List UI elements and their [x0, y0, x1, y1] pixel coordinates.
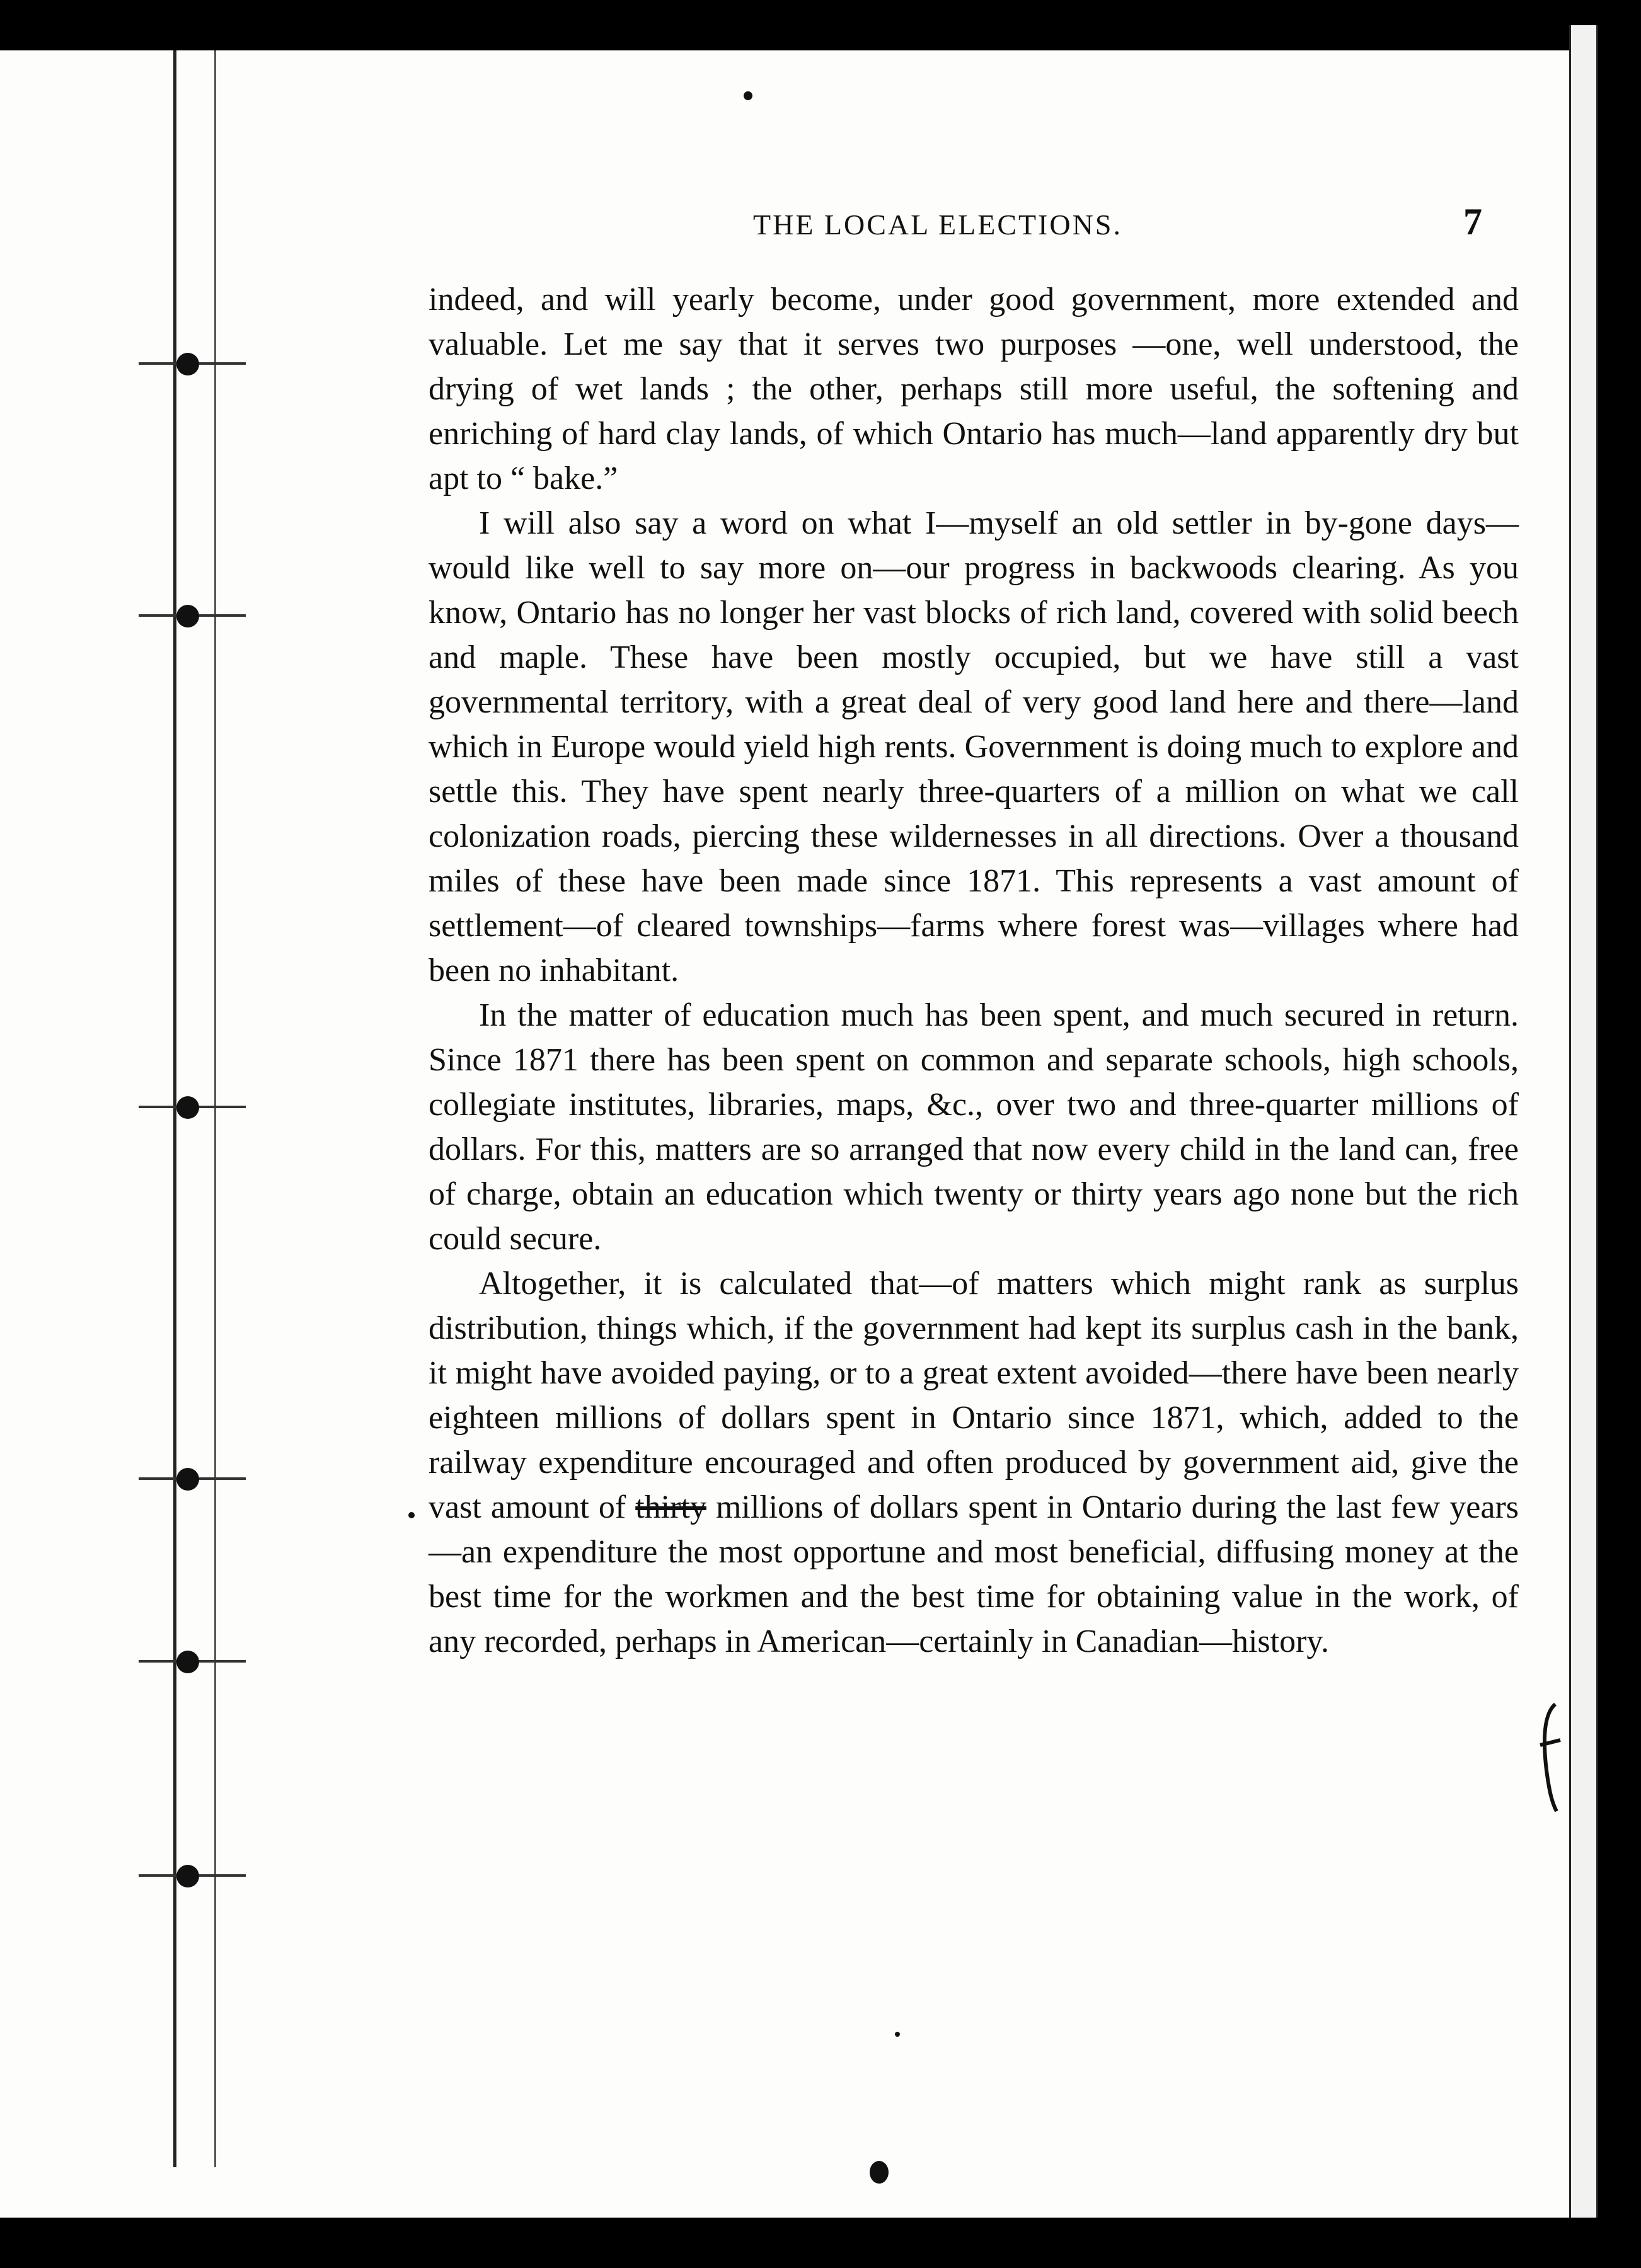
page-number: 7: [1463, 201, 1482, 243]
handwritten-margin-mark: [1538, 1701, 1563, 1814]
binding-stitch: [139, 1651, 246, 1673]
struck-word: thirty: [635, 1489, 706, 1525]
scan-border: [0, 2218, 1601, 2268]
ink-speck: [870, 2161, 889, 2184]
paragraph-text: Altogether, it is calculated that—of matters which might rank as surplus distribution, things which, if the government had kept its surplus cash in the bank, it might have avoided paying, or to a great extent avoided—there have been nearly eighteen millions of dollars spent in Ontario since 1871, which, added to the railway expenditure encouraged and often produced by government aid, give the vast amount of: [429, 1266, 1519, 1525]
binding-stitch: [139, 1468, 246, 1491]
paragraph: [429, 1261, 1519, 1664]
binding-stitch: [139, 353, 246, 375]
paragraph: I will also say a word on what I—myself an old settler in by-gone days—would like well to say more on—our progress in backwoods clearing. As you know, Ontario has no longer her vast blocks of rich land, covered with solid beech and maple. These have been mostly occupied, but we have still a vast governmental territory, with a great deal of very good land here and there—land which in Europe would yield high rents. Government is doing much to explore and settle this. They have spent nearly three-quarters of a million on what we call colonization roads, piercing these wildernesses in all directions. Over a thousand miles of these have been made since 1871. This represents a vast amount of settlement—of cleared townships—farms where forest was—villages where had been no inhabitant.: [429, 505, 1519, 988]
running-title: THE LOCAL ELECTIONS.: [753, 209, 1122, 241]
paragraph: indeed, and will yearly become, under good government, more extended and valuable. Let me say that it serves two purposes —one, well understood, the drying of wet lands ; the other, perhaps still more useful, the softening and enriching of hard clay lands, of which Ontario has much—land apparently dry but apt to “ bake.”: [429, 282, 1519, 496]
ink-speck: [408, 1512, 415, 1518]
page-edge: [1569, 25, 1598, 2243]
paragraph-text: millions of dollars spent in Ontario during the last few years—an expenditure the most opportune and most beneficial, diffusing money at the best time for the workmen and the best time for obtaining value in the work, of any recorded, perhaps in American—certainly in Canadian—history.: [429, 1489, 1519, 1659]
binding-stitch: [139, 605, 246, 627]
binding-stitch: [139, 1096, 246, 1119]
paragraph: In the matter of education much has been spent, and much secured in return. Since 1871 there has been spent on common and separate schools, high schools, collegiate institutes, libraries, maps, &c., over two and three-quarter millions of dollars. For this, matters are so arranged that now every child in the land can, free of charge, obtain an education which twenty or thirty years ago none but the rich could secure.: [429, 997, 1519, 1257]
body-text: [429, 277, 1519, 1664]
binding-stitch: [139, 1865, 246, 1887]
ink-speck: [744, 91, 752, 100]
ink-speck: [895, 2032, 900, 2037]
